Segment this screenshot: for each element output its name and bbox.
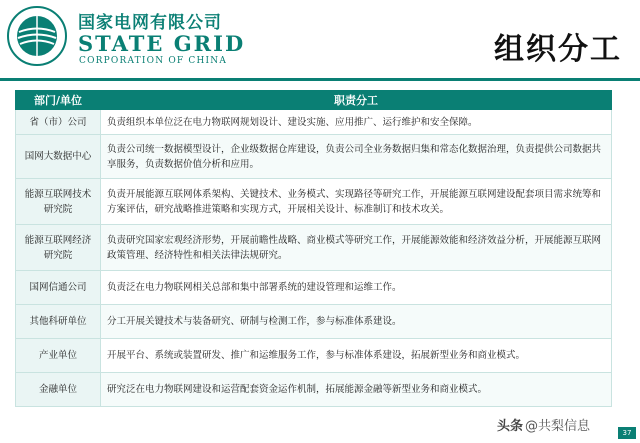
watermark-text: @共梨信息	[525, 419, 591, 434]
duty-cell: 负责研究国家宏观经济形势，开展前瞻性战略、商业模式等研究工作，开展能源效能和经济效益分析，开展能源互联网政策管理、经济特性和相关法律法规研究。	[101, 225, 612, 271]
brand-subtitle: CORPORATION OF CHINA	[79, 56, 228, 66]
duty-cell: 负责开展能源互联网体系架构、关键技术、业务模式、实现路径等研究工作，开展能源互联网建设配套项目需求统筹和方案评估，研究战略推进策略和实现方式，开展相关设计、标准制订和技术攻关。	[101, 179, 612, 225]
column-header-dept: 部门/单位	[16, 91, 101, 110]
table-row	[16, 271, 612, 305]
header-divider	[0, 78, 640, 81]
table-row	[16, 305, 612, 339]
duty-cell: 负责泛在电力物联网相关总部和集中部署系统的建设管理和运维工作。	[101, 271, 612, 305]
dept-cell: 国网信通公司	[16, 271, 101, 305]
dept-cell: 产业单位	[16, 339, 101, 373]
table-row	[16, 225, 612, 271]
brand-name-en: STATE GRID	[78, 31, 246, 56]
responsibility-table	[15, 90, 612, 407]
table-row	[16, 373, 612, 407]
dept-cell: 省（市）公司	[16, 110, 101, 135]
duty-cell: 负责组织本单位泛在电力物联网规划设计、建设实施、应用推广、运行维护和安全保障。	[101, 110, 612, 135]
duty-cell: 开展平台、系统或装置研发、推广和运维服务工作，参与标准体系建设，拓展新型业务和商业模式。	[101, 339, 612, 373]
column-header-duty: 职责分工	[101, 91, 612, 110]
watermark	[497, 415, 590, 434]
toutiao-logo: 头条	[497, 419, 524, 434]
page-number: 37	[618, 427, 636, 439]
duty-cell: 分工开展关键技术与装备研究、研制与检测工作，参与标准体系建设。	[101, 305, 612, 339]
duty-cell: 负责公司统一数据模型设计，企业级数据仓库建设，负责公司全业务数据归集和常态化数据治理，负责提供公司数据共享服务，负责数据价值分析和应用。	[101, 135, 612, 179]
table-row	[16, 339, 612, 373]
table-row	[16, 110, 612, 135]
page-title: 组织分工	[494, 32, 622, 67]
table-row	[16, 135, 612, 179]
table-row	[16, 179, 612, 225]
dept-cell: 国网大数据中心	[16, 135, 101, 179]
dept-cell: 金融单位	[16, 373, 101, 407]
brand-name-cn: 国家电网有限公司	[78, 13, 222, 33]
table-header-row	[16, 91, 612, 110]
slide-header	[0, 0, 640, 72]
dept-cell: 能源互联网经济研究院	[16, 225, 101, 271]
state-grid-logo-icon	[6, 5, 68, 67]
duty-cell: 研究泛在电力物联网建设和运营配套资金运作机制，拓展能源金融等新型业务和商业模式。	[101, 373, 612, 407]
dept-cell: 其他科研单位	[16, 305, 101, 339]
dept-cell: 能源互联网技术研究院	[16, 179, 101, 225]
